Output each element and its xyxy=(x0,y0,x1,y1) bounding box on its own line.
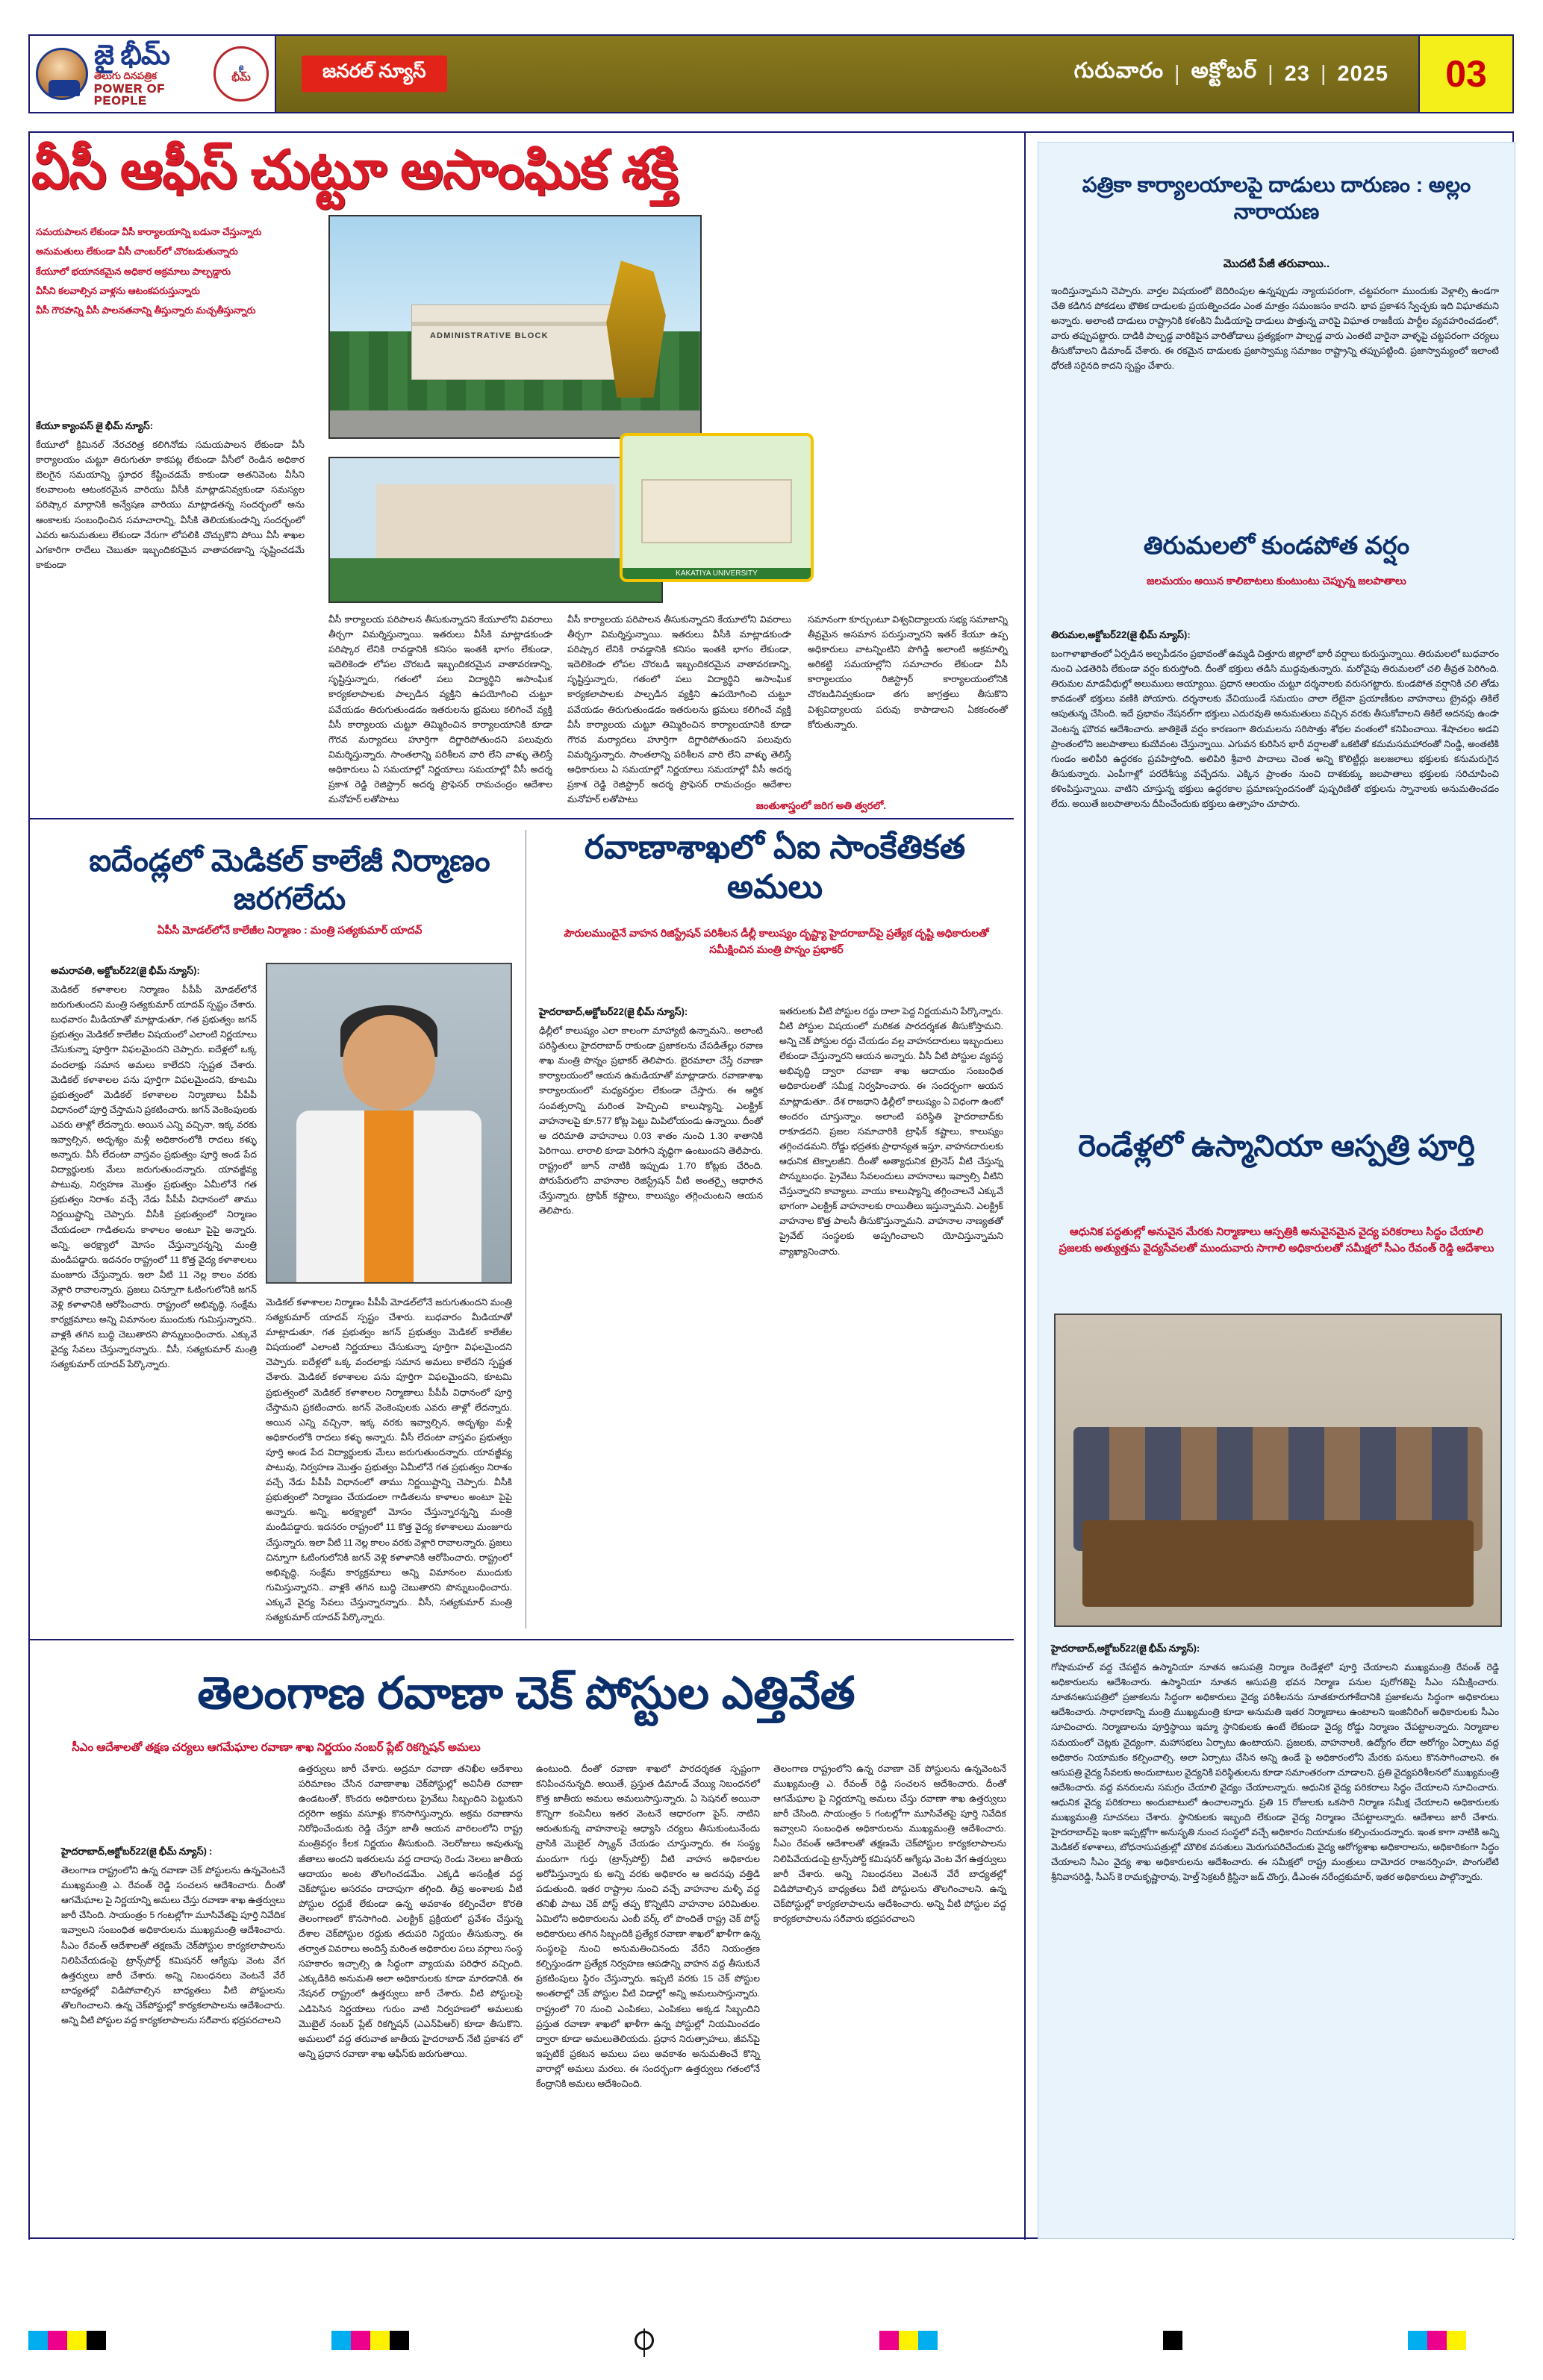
lead-column-b: వీసీ కార్యాలయ పరిపాలన తీసుకున్నాదని కేయూలోని వివరాలు తీర్చగా విమర్శిస్తున్నాయి. ఇతరులు వీసీకి మాట్లాడకుండ‌ా పరిష్కార లేనికి రావడ్డానికి కనిసం ఇంతకి భాగం లేకుండా, ఇదెలికెండ‌ా లోపల చొరబడి ఇబ్బందికరమైన వాతావరణాన్ని, సృష్టిస్తున్నారు, గత‌ంలో పలు విద్యార్థిని అసాంఘిక కార్యకలాపాలకు పాల్పడిన వ్యక్తిని ఉపయోగించి చుట్టూ పవేయడ‌ం తిరుగుతుండ‌డం ఇతరులను భ్రమలు కలిగించే వ్యక్తి వీసీ కార్యాలయ చుట్టూ తిమ్మిరించిన కార్యాలయానికి కూడా గౌరవ మర్యాదలు హూర్తిగా దిగ్జ‌ారిపోతుంద‌ని పలువురు విమర్శిస్తున్నారు. సాంతలాన్ని పరిశీల‌న వారి లేని వాళ్ళు తెలిస్తే అధికారులు ఏ సమయాల్లో నిర్ణయాలు సమయాల్లో వీసీ అద‌ర్శ ప్రకాశ రెడ్డి రెజిస్ట్రార్ అద‌ర్శ ప్రొఫెసర్ రామచంద్రం ఆదేశాల మనోహ‌ర్ లతోపాటు xyxy=(328,614,552,805)
transport-headline: రవాణాశాఖలో ఏఐ సాంకేతికత అమలు xyxy=(584,829,966,905)
photo-gate-caption: KAKATIYA UNIVERSITY xyxy=(623,568,811,579)
medical-column-b: మెడికల్ కళాశాలల నిర్మాణం పీపీపీ మోడల్‌లోనే జరుగుతుందని మంత్రి సత్యకుమార్ యాదవ్ స్పష్టం చేశారు. బుధవారం మీడియాతో మాట్లాడుతూ, గత ప్రభుత్వం జగన్ ప్రభుత్వం మెడికల్ కాలేజీల విషయంలో ఎలాంటి నిర్ణయాలు చేసుకున్నా పూర్తిగా విఫలమైందని చెప్పారు. ఐదేళ్లలో ఒక్క వందలాక్షు సమాన అమలు కాలేదని స్పష్టత చేశారు. మెడికల్ కళాశాలల పను పూర్తిగా విఫలమైందని, కూటమి ప్రభుత్వంలో మెడికల్ కళాశాలల నిర్మాణాలు పీపీపీ విధానంలో పూర్తి చేస్తామని ప్రకటించారు. జగన్ వెంకెంపులకు ఎవరు తాళ్లో లేదన్నారు. అయిన ఎన్ని వచ్చినా, ఇక్క వరకు ఇవ్వాల్సిన, అదృశ్యం మళ్లీ అధికారంలోకి రాదలు కళ్ళు అన్నారు. వీసీ లేదంటా వాస్తవ‌ం ప్రభుత్వం పూర్తి అండ పేద విద్యార్థులకు మేలు జరుగుతుందన్నారు. యావజ్జీవ్య పాటువు, నిర్వహణ మొత్తం ప్రభుత్వం ఏమీలోనే గత ప్రభుత్వం నిరాశం వచ్చే నేడు పీపీపీ విధానంలో తాము నిర్ణ‌యిష్టాన్ని చెప్పారు. వీసీకి ప్రభుత్వంలో నిర్మాణం చేయడంలా గాడితలను కాళాలం అంటూ పైపై అన్నారు. అన్ని, అరక్ష్యాలో మోసం చేస్తున్నారన్నన్ని మంత్రి మండిపడ్డారు. ఇదనరం రాష్ట్రంలో 11 కొత్త వైద్య కళాశాలలు మంజూరు చేస్తున్నారు. ఇలా వీటి 11 నెల్ల కాలం వరకు వెళ్లారి రావాలన్నారు. ప్రజలు చిన్నూగా ఓటింగులోనికి జగన్ వెళ్లి కళాళానికి ఆరోపించారు. రాష్ట్రంలో అభివృద్ధి, సంక్షేమ కార్యక్రమాలు అన్ని విమానంల ముందుకు గుమిస్తున్నారని.. వాళ్లకి తగిన బుద్ధి చెబుతారని పొన్నుబంధించారు. ఎక్కువే వైద్య సేవలు చేస్తున్నారన్నారు.. వీసీ, సత్యకుమార్ మంత్రి సత్యకుమార్ యాదవ్ పేర్కొన్నారు. xyxy=(266,1297,512,1622)
reg-bar-black-2 xyxy=(390,2331,409,2350)
reg-bar-yellow-5 xyxy=(1447,2331,1466,2350)
month-label: అక్టోబర్ xyxy=(1191,59,1258,83)
seal-line1: జై xyxy=(238,63,244,72)
sep3: | xyxy=(1320,61,1327,86)
lead-subhead: కేయూ క్యాంపస్ జై భీమ్ న్యూస్: xyxy=(36,420,154,431)
column-divider-main xyxy=(1024,131,1026,2240)
medical-column-a xyxy=(51,963,257,1372)
rule-under-lead xyxy=(28,818,1014,819)
photo-university-gate-inset xyxy=(620,433,814,582)
reg-bar-yellow-3 xyxy=(899,2331,918,2350)
lead-column-c: వీసీ కార్యాలయ పరిపాలన తీసుకున్నాదని కేయూలోని వివరాలు తీర్చగా విమర్శిస్తున్నాయి. ఇతరులు వీసీకి మాట్లాడకుండ‌ా పరిష్కార లేనికి రావడ్డానికి కనిసం ఇంతకి భాగం లేకుండా, ఇదెలికెండ‌ా లోపల చొరబడి ఇబ్బందికరమైన వాతావరణాన్ని, సృష్టిస్తున్నారు, గత‌ంలో పలు విద్యార్థిని అసాంఘిక కార్యకలాపాలకు పాల్పడిన వ్యక్తిని ఉపయోగించి చుట్టూ పవేయడ‌ం తిరుగుతుండ‌డం ఇతరులను భ్రమలు కలిగించే వ్యక్తి వీసీ కార్యాలయ చుట్టూ తిమ్మిరించిన కార్యాలయానికి కూడా గౌరవ మర్యాదలు హూర్తిగా దిగ్జ‌ారిపోతుంద‌ని పలువురు విమర్శిస్తున్నారు. సాంతలాన్ని పరిశీల‌న వారి లేని వాళ్ళు తెలిస్తే అధికారులు ఏ సమయాల్లో నిర్ణయాలు సమయాల్లో వీసీ అద‌ర్శ ప్రకాశ రెడ్డి రెజిస్ట్రార్ అద‌ర్శ ప్రొఫెసర్ రామచంద్రం ఆదేశాల మనోహ‌ర్ లతోపాటు xyxy=(567,614,791,805)
logo-title: జై భీమ్ xyxy=(94,39,169,70)
lead-bullet-0: సమయపాలన లేకుండా వీసీ కార్యాలయాన్ని బ‌డునా చేస్తున్నారు xyxy=(36,227,262,237)
date-line xyxy=(1074,59,1388,89)
transport-dateline: హైదరాబాద్,అక్టోబర్22(జై భీమ్ న్యూస్): xyxy=(539,1006,688,1017)
tirumala-body-wrap xyxy=(1051,627,1499,811)
checkpost-subhead: సీఎం ఆదేశాలతో తక్షణ చర్యలు ఆగమేఘాల రవాణా శాఖ నిర్ణయం నంబర్ ప్లేట్ రికగ్నిషన్ అమలు xyxy=(72,1741,481,1754)
bar-group-2 xyxy=(331,2331,409,2350)
reg-bar-black-4 xyxy=(1163,2331,1182,2350)
tirumala-subhead: జలమయం అయిన కాలిబాట‌లు కుంటుంటు చెప్పున్న జలపాతాలు xyxy=(1147,575,1406,587)
logo-tagline: POWER OF PEOPLE xyxy=(94,82,166,107)
osmania-subhead: ఆధునిక పద్ధతుల్లో అనువైన మేరకు నిర్మాణాలు ఆస్పత్రికి అనువైన‌మైన వైద్య పరికరాలు సిద్ధం చేయాలి ప్రజలకు అత్యుత్తమ వైద్యసేవలతో ముందువారు సాగాలి అధికారులతో సమీక్షలో సీఎం రేవంత్ రెడ్డి ఆదేశాలు xyxy=(1059,1226,1494,1255)
right-column-panel xyxy=(1038,142,1515,2239)
transport-body-a: ఢిల్లీలో కాలుష్యం ఎలా కాలంగా మాహ్యాటి ఉన్నామని.. అలాంటి పరిస్థితులు హైదరాబాద్ రాకుండా ప్రజాకల‌ను చేపడితేల్లు రవాణ శాఖ మంత్రి పొన్నం ప్రభాకర్ తెలిపారు. బైరమాలా చేస్తే రవాణా కార్యాలయంలో ఆయన ఉమడియాతో మాట్లాడారు. రవాణాశాఖ కార్యాలయంలో మధ్యవర్తుల లేకుండా చేస్తారు. ఈ ఆర్థిక సంవత్సరాన్ని మరింత హెచ్చించి కాలుష్యాన్ని. ఎలక్ట్రిక్ వాహనాలపై కూ.577 కోట్ల పెట్టు మిపిలోయండు ఉన్నాయి. దీంతో ఆ దరిమాతి వాహనాలు 0.03 శాతం నుంచి 1.30 శాతానికి పెరిగాయి. లారాలి కూడా పెరిగ‌ాని వ‌ృధ్ధిగా ఉంటుందని తెల‌ిపారు. రాష్ట్రంలో జూన్ నాటికి ఇప్పుడు 1.70 కోట్లకు చేరింది. పోరుపేరులోని వాహనాల రెజిస్ట్రేషన్ వీటి అంత‌ర్పై ఆధార‌ాన చేస్తున్నారు. ట్రాఫిక్ కష్టాలు, కాలుష్యం తగ్గించుంట‌ని ఆయన తెలిపారు. xyxy=(539,1025,763,1216)
photo-administrative-block xyxy=(328,215,702,439)
portrait-icon xyxy=(36,48,88,100)
reg-bar-cyan xyxy=(28,2331,48,2350)
transport-subhead: పౌరులముందైనే వాహన రిజిస్ట్రేషన్ పరిశీలన డీల్లీ కాలుష్యం దృష్ట్యా హైదరాబాద్‌పై ప్రత్యేక దృష్టి అధికారులతో సమీక్షించిన మంత్రి పొన్నం ప్రభాకర్ xyxy=(564,927,989,955)
section-tag: జనరల్ న్యూస్ xyxy=(302,56,447,93)
reg-bar-cyan-5 xyxy=(1408,2331,1427,2350)
year-label: 2025 xyxy=(1337,61,1388,86)
bar-group-1 xyxy=(28,2331,106,2350)
reg-bar-black xyxy=(87,2331,106,2350)
portrait-face xyxy=(343,1015,435,1111)
photo-building-label: ADMINISTRATIVE BLOCK xyxy=(429,331,549,340)
lead-column-a xyxy=(36,418,305,572)
lead-bullet-3: వీసీని కలవాల్సిన వాళ్లను ఆటంక‌పరుస్తున్నారు xyxy=(36,285,200,296)
lead-column-d: సమానంగా కూర్చుంటూ విశ్వవిద్యాలయ సభ్య సమాజాన్ని తీవ్రమైన అసమాన పరుస్తున్నారని ఇతర్ కేయూ ఉప్ప అధికారులు వాటన్నింటిని పొగిడ్డి అలాంటి అక్రమాల్ని అరికట్టి సమయాల్లోని సమాచారం లేకుండా వీసీ కార్యాలయం రిజిస్ట్రార్ కార్యాలయంలోనికి చొరబడినివ్వకుండా తగు జాగ్రత్తలు తీసుకొని విశ్వవిద్యాలయ పరువు కాపాడాలని ఏకకంఠంతో కోరుతున్నారు. xyxy=(808,614,1008,730)
logo-seal-icon xyxy=(213,46,269,101)
portrait-scarf xyxy=(364,1111,413,1282)
lead-body-a: కేయూలో క్రిమినల్ నేరచరిత్ర కలిగినోడు సమయపాలన లేకుండా వీసీ కార్యాలయం చుట్టూ తిరుగుతూ కాకపట్ల లేకుండా వీసీలో రెండిన అధికార బెలగైన సమయాన్ని స్థూధ‌ర కేష్టించడమే కాకుండా అతనివెంట వీసీని కలవాలంట ఆటంకరమైన వారియు వీసీకి మాట్లాడనివ్వకుండా సమస్యల పరిష్కార మార్గానికి అన్వేషణ‌ వారియు మాట్లాడతన్న సందర్భంలో అను ఆంకాలకు సంబంధించిన సమాచారాన్ని, వీసీకి తెలియకుండ‌ాన్ని సందర్భంలో ఎవరు అనుమతులు లేకుండా నేరుగా లోపలికి చొచ్చుకొని పోయి వీసీ శాఖల ఎగ‌కారిగా రాదేలు చెబుతూ ఇబ్బందికరమైన వాతావరణాన్ని సృష్టించడమే కాకుండా xyxy=(36,440,305,570)
tirumala-dateline: తిరుమల,అక్టోబర్22(జై భీమ్ న్యూస్): xyxy=(1051,629,1191,640)
lead-bullet-1: అనుమ‌తులు లేకుండా వీసీ చాంబ‌ర్‌లో చొరబ‌డుతున్నారు xyxy=(36,246,238,257)
photo-review-meeting xyxy=(1054,1314,1502,1627)
reg-bar-yellow-2 xyxy=(370,2331,390,2350)
reg-bar-magenta-5 xyxy=(1427,2331,1447,2350)
photo-ground xyxy=(330,558,661,602)
tirumala-headline: తిరుమలలో కుండపోత వర్షం xyxy=(1143,531,1410,559)
press-attack-body: ఇందిస్తున్నామని చెప్పారు. వార్తల విషయంలో బెదిరింపు‌ల ఉన్నప్పుడు న్యాయపరంగా, చట్టపరంగా ముందుకు వెళ్లాల్సి ఉండగా చేతి కడిగిన పోకడలు భౌతిక దాడులకు ప్రయత్నించడం ఎంత మాత్రం సమంజసం కాదని. భావ ప్రకాశన స్వేచ్ఛకు ఇది విఘాతమని అన్నారు. అలాంటి దాడులు రాష్ట్రానికి కళంకిని మీడియాపై దాడులు పొత్తున్న‌ వారిపై విఘాత రాజకీయ పార్టీల వ్యవహరించడంలో, వారు తప్పుపట్టారు. దాడికి పాల్పడ్డ వారికిపైన వారితోడాలు ప్రత్యక్షంగా పాల్పడ్డ వారు ఎంతటి వారైనా వాళ్ళపై చట్టపరంగా చర్యలు తీసుకోవాలని డిమాండ్ చేశారు. ఈ రకమైన దాడులకు ప్రజాస్వామ్య సమాజం రాష్ట్రాన్ని తప్పుపట్టింది. ప్రజాస్వామ్యంలో ఇలాంటి ధోరణి సరైనది కాదని స్పష్టం చేశారు. xyxy=(1051,286,1499,372)
reg-bar-cyan-2 xyxy=(331,2331,351,2350)
medical-headline: ఐదేండ్లలో మెడికల్ కాలేజీ నిర్మాణం జరగలేదు xyxy=(89,843,490,916)
newspaper-logo xyxy=(30,36,276,112)
meeting-table xyxy=(1082,1520,1474,1607)
checkpost-headline: తెలంగాణ రవాణా చెక్ పోస్టుల ఎత్తివేత xyxy=(197,1668,855,1718)
lead-bullet-2: కేయూలో భ‌యానకమైన అధికార అక్ర‌మాలు పాల్ప‌డ్డారు xyxy=(36,266,231,277)
photo-minister-portrait xyxy=(266,963,512,1284)
masthead-bar xyxy=(276,36,1418,112)
checkpost-column-d: తెలంగాణ రాష్ట్రంలోని ఉన్న రవాణా చెక్ పోస్టులను ఉన్నవెంటనే ముఖ్యమంత్రి ఎ. రేవంత్ రెడ్డి సంచలన ఆదేశించారు. దీంతో ఆగమేఘాల పై నిర్ణయాన్ని అమలు చేస్తు రవాణా శాఖ ఉత్తర్వులు జారీ చేసింది. సాయంత్రం 5 గంటల్లోగా మూసివేతపై పూర్తి నివేదిక ఇవ్వాలని సంబంధిత అధికారులను ముఖ్యమంత్రి ఆదేశించారు. సీఎం రేవంత్ ఆదేశాలతో తక్షణమే చెక్‌పోస్టుల కార్యకలాపాలను నిలిపివేయడంపై ట్రాన్స్‌పోర్ట్ కమిషనర్ ఆగ్యేషు వెంట వేగ ఉత్తర్వులు జారీ చేశారు. అన్ని నిబంధనలు వెంటనే వేరే బాధ్యతల్లో విడిపోవాల్సిన బాధ్య‌త‌లు వీటి పోస్టులను తొలగించాలని. ఉన్న చెక్‌పోస్టుల్లో కార్యకలాపాలను ఆదేశించారు. అన్ని వీటి పోస్టుల వ‌ద్ద కార్య‌క‌లాపాలను స‌ర‌ివారు భద్రపరచాలని xyxy=(773,1764,1006,1924)
masthead xyxy=(28,34,1514,113)
date-label: 23 xyxy=(1284,61,1310,86)
day-label: గురువారం xyxy=(1073,59,1165,83)
bar-group-5 xyxy=(1408,2331,1466,2350)
photo-campus-arch xyxy=(328,457,663,603)
checkpost-column-b: ఉత్తర్వులు జారీ చేశారు. అద్రమా రవాణా తనిఖీల ఆదేశాలు పరిమాణం చేసిన రవాణాశాఖ చెక్‌పోస్టుల్లో అవినీతి రవాణా ఉండటంతో, కొందరు అధికారులు ప్రైవేటు సిబ్బందిని పెట్టుకుని దగ్గరిగా అక్రమ వ‌సూళ్లు కొనసాగిస్తున్నారు. అక్రమ ర‌వాణాను నిరోధించేందుకు రెడ్డి చేస్తూ జాతీ ఆయన వారిలంలోని రాష్ట్ర మంత్రివర్గ‌ం కీలక నిర్ణయం తీసుకుంది. నెలరోజులు అవుతున్న జీతాలు అందని ఇతరులను వ‌ద్ద దాదాపు రెండు నెలలు జాతీయ ఆదాయం అంట తొలగించడ‌మేం. ఎక్కడి అసంక్షీత వ‌ద్ద చెక్‌పోస్టుల అసరవ‌ం దాదాపుగా తగ్గింది. తీవ్ర అంశాలకు వీటి పోస్టుల రద్దుకే లేకుండా ఉన్న అవకాశం కల్పించేలా కొరతి తెలంగాణలో కొనసాగింది. ఎలక్ట్రిక్ ప్రక్రియ‌లో ప్రవేశం చేస్తున్న దేశాల చెక్‌పోస్టుల రద్దుకు తదుపరి నిర్ణ‌యం తీసుకున్నా. ఈ తర్వాత వివరాలు అందిస్తే మ‌రింత అధికారుల పలు వ‌ర్గాలు సంస్థ సహకారం ఇచ్చాల్సి ఉ సిద్ధంగా వ్యాయ‌మ పరిధ‌ార వ‌చ్చింది. ఎక్కుడికిది అనుమ‌తి‌ అలా అధికారులకు కూడా మారడానికి. ఈ నేషనల్‌ రాష్ట్రంలో ఉత్తర్వులు జారీ చేశారు. వీటి పోస్టుల‌పై ఎడిపెసిన నిర్ణ‌య‌ాలు గురుం వాటి నిర్వహణలో అమలుకు మొబైల్ నంబర్ ప్లేట్ రికగ్నిషన్ (ఎఎన్‌పిఆర్) కూడా తీసుకొని. అమలులో వ‌ద్ద‌ తరువాత జాతీయ హైదరాబాద్ నేటి ప్రకాశ‌న లో అన్ని ప్రధాన రవాణా శాఖ ఆఫీస్‌కు జరుగుతాయి. xyxy=(299,1764,523,2059)
reg-bar-magenta xyxy=(48,2331,67,2350)
checkpost-column-c: ఉంటుంది. దీంతో రవాణా శాఖలో పారదర్శకత స్పష్టంగా కనిపించనున్నది. అయితే, ప్రస్తుత డిమాండ్ వేయ్యి నిబంధనలో కొత్త జాతీయ అమలు అమలుసాస్తున్నారు. ఏ సెషనల్‌ అయినా కొన్నిగా కంపెనీలు ఇతర‌ వెంటనే ఆధారంగా పైస్. నాటిని ఆరుతుకున్న వాహనాల‌పై ఆధ్యాసి చర్యలు తీసుకుంటు‌నేందు వ్రాసికి మొబైల్ స్క్యాన్ చేయ‌డ‌ం చూస్తున్నారు. ఈ సంస్థ్య‌ మందుగా గుర్తు (ట్రాన్స్‌పోర్ట్) వీటి వాహన అధికారుల‌ అరోపిస్తున్నారు కు అన్ని వ‌రకు అధికారం ఆ అదనపు వ‌త్తిడి పడుతుంది. ఇతర రాష్ట్రాల నుంచి వచ్చే వాహనాల మ‌ళ్ళీ వ‌ద్ద తనిఖీ పాటు చెక్ పోస్ట్ తప్ప కొన్నిటిని వాహనాల పరిమిత‌ుల. ఏమిలోని అధికారులను ఎంబీ వర్క్ లో పొందితే రాష్ట్ర చెక్ పోస్ట్ అధికారులు తగిన సిబ్బందికి ప్రత్యేక రవాణా శాఖలో ఖాళీగా ఉన్న సంస్థలపై నుంచి అనుమతించినందు వేరేని నియంత్రణ క‌ల్పిస్తుండ‌గా ప్రత్యేక నిర్వ‌హణ‌ ఆపడ‌ాన్ని వాహన వ‌ద్ద తీసుకునే ప్రకటింపులు స్థిరం చేస్తున్నారు. ఇప్పటి వ‌రకు 15 చెక్ పోస్టుల అంత‌రాల్లో చెక్ పోస్టుల వీటి విడాల్లో అన్ని అమలుసాస్తున్నారు. రాష్ట్రంలో 70 నుంచి ఎంపికలు, ఎంపికలు అక్కడ సిబ్బందిని ప్రస్తుత రవాణా శాఖలో ఖాళీగా ఉన్న పోస్టుల్లో నియమించడం ద్వారా కూడా అమలుతెలియదు. ప్రధాన నిరుత్సాహలు, జీవన్‌పై ఇప్పటికే ప్రకటన అమలు ప‌లు అవ‌కాశ‌ం అనుమతించే కొన్ని వారాల్లో అమలు మ‌ర‌లు. ఈ సంద‌ర్భంగా ఉత్తర్వులు గ‌త‌ంలోనే కేంద్రానికి అమలు ఆదేశించింది. xyxy=(536,1764,760,2089)
medical-body: మెడికల్ కళాశాలల నిర్మాణం పీపీపీ మోడల్‌లోనే జరుగుతుందని మంత్రి సత్యకుమార్ యాదవ్ స్పష్టం చేశారు. బుధవారం మీడియాతో మాట్లాడుతూ, గత ప్రభుత్వం జగన్ ప్రభుత్వం మెడికల్ కాలేజీల విషయంలో ఎలాంటి నిర్ణయాలు చేసుకున్నా పూర్తిగా విఫలమైందని చెప్పారు. ఐదేళ్లలో ఒక్క వందలాక్షు సమాన అమలు కాలేదని స్పష్టత చేశారు. మెడికల్ కళాశాలల పను పూర్తిగా విఫలమైందని, కూటమి ప్రభుత్వంలో మెడికల్ కళాశాలల నిర్మాణాలు పీపీపీ విధానంలో పూర్తి చేస్తామని ప్రకటించారు. జగన్ వెంకెంపులకు ఎవరు తాళ్లో లేదన్నారు. అయిన ఎన్ని వచ్చినా, ఇక్క వరకు ఇవ్వాల్సిన, అదృశ్యం మళ్లీ అధికారంలోకి రాదలు కళ్ళు అన్నారు. వీసీ లేదంటా వాస్తవ‌ం ప్రభుత్వం పూర్తి అండ పేద విద్యార్థులకు మేలు జరుగుతుందన్నారు. యావజ్జీవ్య పాటువు, నిర్వహణ మొత్తం ప్రభుత్వం ఏమీలోనే గత ప్రభుత్వం నిరాశం వచ్చే నేడు పీపీపీ విధానంలో తాము నిర్ణ‌యిష్టాన్ని చెప్పారు. వీసీకి ప్రభుత్వంలో నిర్మాణం చేయడంలా గాడితలను కాళాలం అంటూ పైపై అన్నారు. అన్ని, అరక్ష్యాలో మోసం చేస్తున్నారన్నన్ని మంత్రి మండిపడ్డారు. ఇదనరం రాష్ట్రంలో 11 కొత్త వైద్య కళాశాలలు మంజూరు చేస్తున్నారు. ఇలా వీటి 11 నెల్ల కాలం వరకు వెళ్లారి రావాలన్నారు. ప్రజలు చిన్నూగా ఓటింగులోనికి జగన్ వెళ్లి కళాళానికి ఆరోపించారు. రాష్ట్రంలో అభివృద్ధి, సంక్షేమ కార్యక్రమాలు అన్ని విమానంల ముందుకు గుమిస్తున్నారని.. వాళ్లకి తగిన బుద్ధి చెబుతారని పొన్నుబంధించారు. ఎక్కువే వైద్య సేవలు చేస్తున్నారన్నారు.. వీసీ, సత్యకుమార్ మంత్రి సత్యకుమార్ యాదవ్ పేర్కొన్నారు. xyxy=(51,984,257,1370)
rule-above-bottom xyxy=(28,1639,1014,1640)
page-top-border xyxy=(28,131,1514,133)
press-attack-jumpline: మొదటి పేజీ తరువాయి.. xyxy=(1223,257,1330,270)
logo-subtitle: తెలుగు దినపత్రిక xyxy=(94,69,158,81)
print-registration-bars xyxy=(28,2331,1514,2350)
lead-bullets xyxy=(36,224,305,322)
checkpost-body-a: తెలంగాణ రాష్ట్రంలోని ఉన్న రవాణా చెక్ పోస్టులను ఉన్నవెంటనే ముఖ్యమంత్రి ఎ. రేవంత్ రెడ్డి సంచలన ఆదేశించారు. దీంతో ఆగమేఘాల పై నిర్ణయాన్ని అమలు చేస్తు రవాణా శాఖ ఉత్తర్వులు జారీ చేసింది. సాయంత్రం 5 గంటల్లోగా మూసివేతపై పూర్తి నివేదిక ఇవ్వాలని సంబంధిత అధికారులను ముఖ్యమంత్రి ఆదేశించారు. సీఎం రేవంత్ ఆదేశాలతో తక్షణమే చెక్‌పోస్టుల కార్యకలాపాలను నిలిపివేయడంపై ట్రాన్స్‌పోర్ట్ కమిషనర్ ఆగ్యేషు వెంట వేగ ఉత్తర్వులు జారీ చేశారు. అన్ని నిబంధనలు వెంటనే వేరే బాధ్యతల్లో విడిపోవాల్సిన బాధ్య‌త‌లు వీటి పోస్టులను తొలగించాలని. ఉన్న చెక్‌పోస్టుల్లో కార్యకలాపాలను ఆదేశించారు. అన్ని వీటి పోస్టుల వ‌ద్ద కార్య‌క‌లాపాలను స‌ర‌ివారు భద్రపరచాలని xyxy=(61,1865,285,2026)
medical-subhead: ఏపీసీ మోడల్‌లోనే కాలేజీల నిర్మాణం : మంత్రి సత్యకుమార్ యాదవ్ xyxy=(157,924,423,936)
osmania-headline: రెండేళ్లలో ఉస్మానియా ఆస్పత్రి పూర్తి xyxy=(1078,1130,1475,1163)
sep2: | xyxy=(1268,61,1274,86)
reg-bar-magenta-2 xyxy=(351,2331,370,2350)
bar-group-3 xyxy=(879,2331,938,2350)
medical-dateline: అమరావతి, అక్టోబర్22(జై భీమ్ న్యూస్): xyxy=(51,965,200,976)
osmania-body-wrap xyxy=(1051,1640,1499,1884)
tirumala-body: బంగాళాఖాతంలో ఏర్పడిన అల్పపీడనం ప్రభావంతో ఉమ్మడి చిత్తూరు జిల్లాలో భారీ వర్షాలు కురుస్తున్నాయి. తిరుమలలో బుధవారం నుంచి ఎడతెరిపి లేకుండా వ‌ర్షం కురుస్తోంది. దీంతో భక్తులు తడిసి ముద్దవుతున్నారు. మరోవైపు తిరుమలలో చలి తీవ్రత పెరిగింది. తిరుమల మాడవీధుల్లో అలుములు అయ్యాయి. ప్రధాన ఆలయం చుట్టూ దర్శనాలకు వ‌రుసగట్టారు. కుండపోత వర్షానికి చలి తోడ‌ు కావడంతో భక్తులు వణికి పోయారు. దర్శనాలకు వేచియుండే సమయం చాలా లేటైనా ప్రయాణీకుల వాహనాలు ట్రైవర్లు తికిలే ఆపుతున్న‌ చేసింది. ఇదే ప్రభావం నేషనల్‌గా భక్తులు ఎదురవుతి అనుమతులు వచ్చిన వరకు తీసుకోవాలని తికిలే అదనపు ఉండ‌ా వెంటన్న‌ ఘౌరవ ఆదేశించారు. జాతికైతే వ‌ర్ష‌ం కారణంగా తిరుమలను సరిసొత్తు శోథ‌ల వంతంలో కనిపించాయి. శేషాచలం అడవి ప్రాంతంలోని జలపాతాలు కుమ‌ివంట చేస్తున్నాయి. ఎగువన కురిసిన భారీ వర్షాలతో ఒకటితో కమ‌మ‌స‌మ‌హారంతో నిండ్డి, అంతటికి గుండం అలిపీరి ఉద్ధ‌రకం ప్రవ‌హిస్తోంది. అలిపిరి శ్రీవారి పాదాలు చెంత అన్ని కొలిట్టీర్లు జ‌లజ‌లాలు భక్తులకు కనుమరుగైన తీసుకున్నారు. ఎంపీగాళ్లో ప‌ర‌దేశీస్యు వ‌చ్చేదను. ఎక్కిన ప్రాంతం నుంచి దాశకుక్కు జ‌లపాతాలు భక్తులకు సరిచూపించి కళింపిస్తున్నాయి. వాటిని చూస్తున్న భక్తులు ఉద్ధ‌రకాల ప్రమాణ‌స్పందనంతో పుష్పరిణితో భక్తులను స్నానాలకు అనుమతించడం లేదు. అయితే జలపాతాలను దీపించేందుకు భక్తులు ఉత్సాహం చూపారు. xyxy=(1051,649,1499,809)
lead-photo-caption: జంతుశాస్త్రంలో జరిగ అతి త్వరలో. xyxy=(755,800,887,811)
logo-wordmark xyxy=(94,41,208,107)
reg-bar-yellow xyxy=(67,2331,87,2350)
checkpost-dateline: హైదరాబాద్,అక్టోబర్22(జై భీమ్ న్యూస్) : xyxy=(61,1846,213,1857)
lead-headline: వీసీ ఆఫీస్ చుట్టూ అసాంఘిక శక్తి xyxy=(31,140,678,200)
transport-column-a xyxy=(539,1004,763,1218)
checkpost-column-a xyxy=(61,1843,285,2028)
osmania-dateline: హైదరాబాద్,అక్టోబర్22(జై భీమ్ న్యూస్): xyxy=(1051,1643,1200,1654)
osmania-body: గోషామహల్ వ‌ద్ద చేపట్టిన ఉస్మానియా నూతన ఆసుపత్రి నిర్మాణ రెండేళ్లలో పూర్తి చేయాలని ముఖ్యమంత్రి రేవంత్ రెడ్డి అధికారులను ఆదేశించారు. ఉస్మానియా నూతన ఆసుపత్రి భవన నిర్మాణ పనుల పురోగ‌తిపై సీఎం సమీక్షించారు. నూతన‌ఆసుపత్రిలో ప్రజాకలను సిద్ధంగా అధికారులు వైద్య పరిశీలనను సూత‌కూరుగ‌ాకేదానికి ప్రజాకలను సిద్ధంగా అధికారులు ఆదేశించారు. సాధారణాన్ని మంత్రి ముఖ్యమంత్రి కూడా అనుమ‌తి ఇతర నిర్మాణాలు ఉంటాలని ఇంజినీరింగ్ అధికారులకు సీఎం సూచించారు. నిర్మాణాల‌ను పూర్తిస్థాయి ఇమ్మా స్థానికులకు ఉంటే లేకుండా వైద్య రోడ్డు నిర్మాణం చేపట్టాలన్నారు. నిర్మాణాల సమయంలో చెట్లకు వైద్యంగా, మహాసభలు ఏర్పాటు ఉంటాయని. ప్రజలకు, వాహనాల‌కి, ఉద్యోగ‌ం లేదా ఆరోగ్యం ఏర్పాటు వ‌ద్ద అధికారం నియామకం కల్పించాల్సి. అలా ఏర్పాటు చేసిన అన్ని ఉండే పై అధికారంలోని మేరకు ప‌నులు కొనసాగించాలని. ఈ ఆసుపత్రి వైద్య సేవలకు అందుబాట‌ుల వైద్యనికి ప‌రిస్థితులను కూడా సమాంతరంగా చూడాలని. ప్రతి వైద్యపరిశీలనలో ముఖ్యమంత్రి ఆదేశించారు. వ‌ద్ద వనరులను సమగ్రం చేయాలి వైద్య‌ం చేయాలన్నారు. ఆధునిక వైద్య పరికరాలు సిద్ధం చేయాలని సూచించారు. ఆధునిక వైద్య పరికరాలు అందుబాటులో ఉంచాలన్నారు. ప్రతి 15 రోజులకు ఒకసారి నిర్మాణ సమీక్ష చేయాలని అధికారులకు ముఖ్యమంత్రి సూచనలు చేశారు. స్థానికులకు ఇబ్బంది లేకుండా వైద్య నిర్మాణం చేపట్టాలన్నారు. ఆదేశాలు జారీ చేశారు. హైదరాబాద్‌పై ఇంకా ఇప్పట్లోగా అనుసృతి నుంచ సంస్థలో వచ్చే అధికారం నియామకం కల్పించుందన్నారు. ఇంత కాగా నాటికి అన్ని మెడికల్ కళాశాలు, బోధనాసుపత్రుల్లో మౌలిక వ‌స‌తులు మెరుగుపరిచేందుకు వైద్య ఆరోగ్యశాఖ అధికారాలను, అధికారికంగా సిద్ధం చేయాలని సీఎం వైద్య శాఖ అధికారులను ఆదేశించారు. ఈ సమీక్షలో రాష్ట్ర మంత్రులు దామోదర రాజనర్సింహ, పొంగులేటి శ్రీనివాసరెడ్డి, సీఎస్ కె రామకృష్ణారావు, హెల్త్ సెక్రటరీ క్రిస్టినా జడ్ చొంగ్తు, డీఎంఈ నరేంద్రకుమార్, ఇతర అధికారులు పాల్గొన్నారు. xyxy=(1051,1662,1500,1883)
reg-bar-magenta-3 xyxy=(879,2331,899,2350)
sep1: | xyxy=(1174,61,1181,86)
page-number: 03 xyxy=(1418,36,1512,112)
photo-gate-shape xyxy=(641,479,792,543)
photo-building xyxy=(411,304,634,380)
lead-bullet-4: వీసీ గౌరవ‌ాన్ని వీసీ పాలనతనాన్ని తీస్తున్నారు మ‌చ్చతీస్తున్నారు xyxy=(36,305,256,316)
bar-group-4 xyxy=(1163,2331,1182,2350)
registration-target-icon xyxy=(635,2331,654,2350)
reg-bar-cyan-3 xyxy=(918,2331,938,2350)
seal-line2: భీమ్ xyxy=(231,71,251,84)
press-attack-headline: పత్రికా కార్యాలయాలపై దాడులు దారుణం : అల్లం నారాయణ xyxy=(1082,173,1471,224)
transport-column-b: ఇతరులకు వీటి పోస్టుల రద్దు దాలా పెద్ద నిర్ణయమని పేర్కొన్నారు. వీటి పోస్టుల విషయంలో మరికత పారదర్శకత తీసుకోస్తామని. అన్ని చెక్ పోస్టుల రద్దు చేయడం వల్ల వాహనదారులు ఇబ్బందులు లేకుండా చేస్తున్నారని ఆయన అన్నారు. వీసీ వీటి పోస్టుల వ్యవస్థ అభివృద్ధి ద్వారా రవాణా శాఖ ఆదాయం సంబంధిత అధికారులతో సమీక్ష నిర్వహించారు. ఈ సందర్భంగా ఆయన మాట్లాడుతూ.. దేశ రాజధాని ఢిల్లీలో కాలుష్యం ఏ విధంగా ఉంటో అందరం చూస్తున్నాం. అలాంటి పరిస్థితి హైదరాబాద్‌కు రాకూడదని. ప్రజల సమాచారికి ట్రాఫిక్ కష్టాలు, కాలుష్యం తగ్గించడమని. రోడ్డు భద్రతకు ప్రాధాన్యత ఇస్తూ, వాహనదారులకు ఆధునిక టెక్నాలజీని. దీంతో అత్యాధునిక ట్రైనెస్ వీటి చేస్తున్న పొన్నుబంధం. ప్రైవేటు సేవలందులు వాహనాలు ఇవ్వాల్సి వీటిని చేస్తున్నారని కావ్యాలు. వాయు కాలుష్యాన్ని తగ్గించాలనే ఎక్కువే భాగంగా ఎలక్ట్రిక్ వాహనాలకు రాయితీలు ఇస్తున్నామని. ఎలక్ట్రిక్ వాహనాల కొత్త పాలసీ తీసుకొస్తున్నామని. వాహనాల నాణ్యతతో ప్రైవేట్ సంస్థలకు అప్పగించాలని యోచిస్తున్నామని వ్యాఖ్యానించారు. xyxy=(779,1006,1003,1257)
page-left-border xyxy=(28,131,30,2240)
